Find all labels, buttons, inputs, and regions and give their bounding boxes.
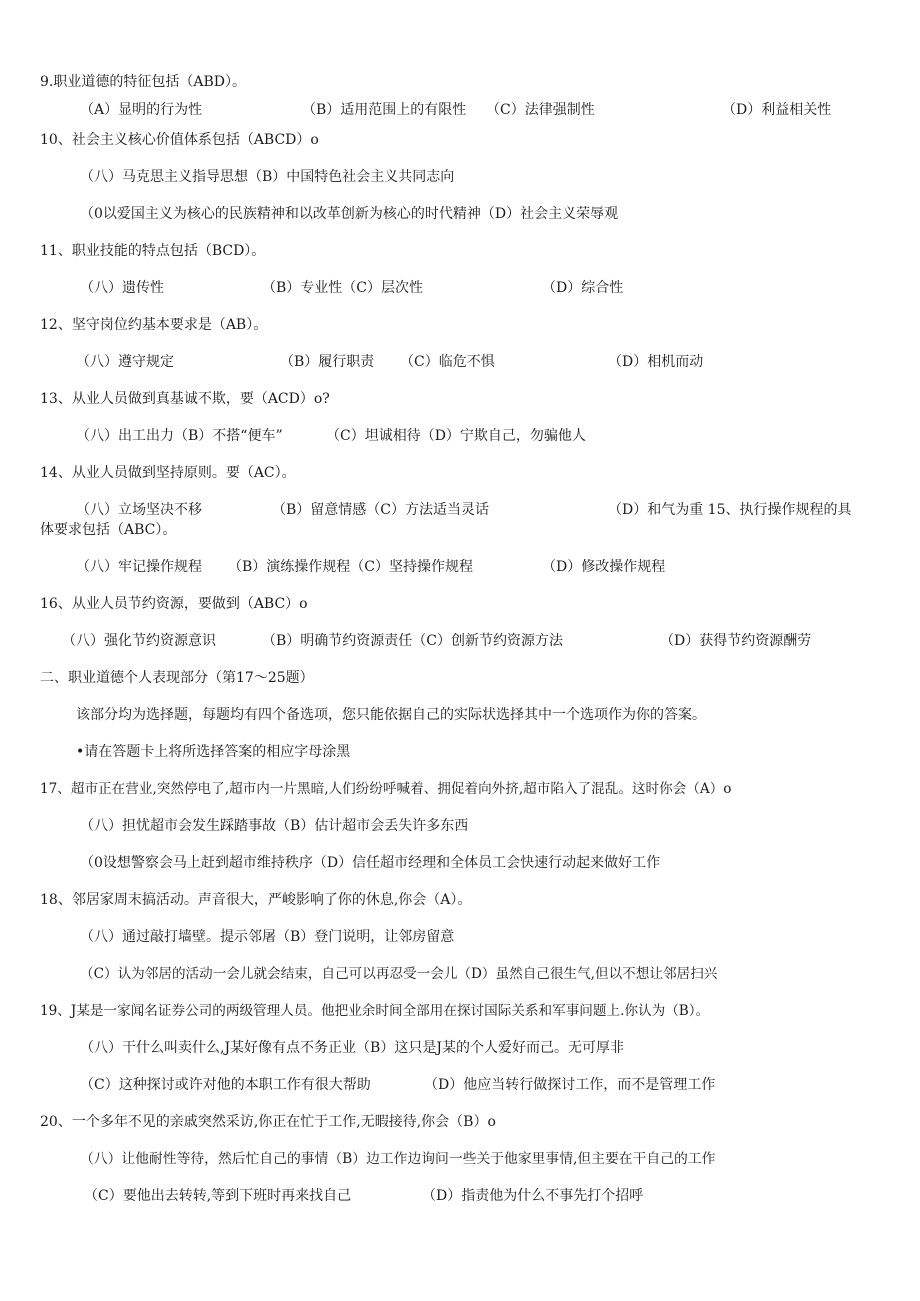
section-2-intro: 该部分均为选择题，每题均有四个备选项，您只能依据自己的实际状选择其中一个选项作为你的答案。	[76, 707, 706, 723]
question-20-options-line1: （八）让他耐性等待，然后忙自己的事情（B）边工作边询问一些关于他家里事情,但主要在干自己的工作	[80, 1151, 716, 1167]
question-12-option-c: （C）临危不惧	[400, 354, 495, 370]
question-12-option-a: （八）遵守规定	[76, 354, 174, 370]
section-2-note: •请在答题卡上将所选择答案的相应字母涂黑	[76, 744, 351, 760]
question-15-option-d: （D）修改操作规程	[542, 559, 666, 575]
question-19-stem: 19、J某是一家闻名证券公司的两级管理人员。他把业余时间全部用在探讨国际关系和军事问题上.你认为（B）。	[40, 1003, 710, 1019]
question-18-options-line1: （八）通过敲打墙壁。提示邻屠（B）登门说明，让邻房留意	[80, 929, 455, 945]
question-20-stem: 20、一个多年不见的亲戚突然采访,你正在忙于工作,无暇接待,你会（B）o	[40, 1114, 496, 1130]
question-10-stem: 10、社会主义核心价值体系包括（ABCD）o	[40, 132, 319, 148]
question-9-option-c: （C）法律强制性	[486, 102, 595, 118]
question-14-option-bc: （B）留意情感（C）方法适当灵话	[272, 502, 489, 518]
question-15-option-a: （八）牢记操作规程	[76, 559, 202, 575]
question-19-options-line1: （八）干什么叫卖什么,J某好像有点不务正业（B）这只是J某的个人爱好而己。无可厚非	[80, 1040, 624, 1056]
question-10-options-line2: （0以爱国主义为核心的民族精神和以改革创新为核心的时代精神（D）社会主义荣辱观	[80, 206, 619, 222]
question-9-option-a: （A）显明的行为性	[80, 102, 203, 118]
question-19-option-c: （C）这种探讨或许对他的本职工作有很大帮助	[80, 1077, 371, 1093]
question-20-option-d: （D）指责他为什么不事先打个招呼	[422, 1188, 644, 1204]
question-18-stem: 18、邻居家周末搞活动。声音很大，严峻影响了你的休息,你会（A）。	[40, 892, 472, 908]
question-11-option-bc: （B）专业性（C）层次性	[262, 280, 423, 296]
question-13-stem: 13、从业人员做到真基诚不欺，要（ACD）o?	[40, 391, 330, 407]
question-16-option-a: （八）强化节约资源意识	[62, 633, 216, 649]
question-16-option-d: （D）获得节约资源酬劳	[660, 633, 812, 649]
question-12-option-b: （B）履行职责	[280, 354, 375, 370]
question-9-stem: 9.职业道德的特征包括（ABD）。	[40, 74, 246, 90]
question-19-option-d: （D）他应当转行做探讨工作，而不是管理工作	[424, 1077, 716, 1093]
question-18-options-line2: （C）认为邻居的活动一会儿就会结束，自己可以再忍受一会儿（D）虽然自己很生气,但以不想让邻居扫兴	[80, 966, 718, 982]
question-10-options-line1: （八）马克思主义指导思想（B）中国特色社会主义共同志向	[80, 169, 455, 185]
question-14-option-d-and-q15-stem: （D）和气为重 15、执行操作规程的具	[608, 502, 852, 518]
question-11-option-d: （D）综合性	[542, 280, 624, 296]
question-14-stem: 14、从业人员做到坚持原则。要（AC）。	[40, 465, 296, 481]
question-14-option-a: （八）立场坚决不移	[76, 502, 202, 518]
question-15-option-bc: （B）演练操作规程（C）坚持操作规程	[228, 559, 473, 575]
question-9-option-d: （D）利益相关性	[722, 102, 832, 118]
section-2-title: 二、职业道德个人表现部分（第17～25题）	[40, 670, 314, 686]
question-17-options-line1: （八）担忧超市会发生踩踏事故（B）估计超市会丢失许多东西	[80, 818, 469, 834]
question-11-option-a: （八）遗传性	[80, 280, 164, 296]
question-11-stem: 11、职业技能的特点包括（BCD）。	[40, 243, 266, 259]
question-16-stem: 16、从业人员节约资源，要做到（ABC）o	[40, 596, 308, 612]
question-13-option-ab: （八）出工出力（B）不搭“便车”	[76, 428, 283, 444]
question-17-stem: 17、超市正在营业,突然停电了,超市内一片黑暗,人们纷纷呼喊着、拥促着向外挤,超市陷入了混乱。这时你会（A）o	[40, 781, 732, 797]
question-20-option-c: （C）要他出去转转,等到下班时再来找自己	[84, 1188, 352, 1204]
question-12-stem: 12、坚守岗位约基本要求是（AB）。	[40, 317, 268, 333]
question-16-option-bc: （B）明确节约资源责任（C）创新节约资源方法	[262, 633, 563, 649]
question-12-option-d: （D）相机而动	[608, 354, 704, 370]
question-15-stem-continuation: 体要求包括（ABC）。	[40, 522, 177, 538]
question-13-option-cd: （C）坦诚相待（D）宁欺自己，勿骗他人	[326, 428, 586, 444]
question-17-options-line2: （0设想警察会马上赶到超市维持秩序（D）信任超市经理和全体员工会快速行动起来做好工作	[80, 855, 661, 871]
question-9-option-b: （B）适用范围上的有限性	[302, 102, 467, 118]
